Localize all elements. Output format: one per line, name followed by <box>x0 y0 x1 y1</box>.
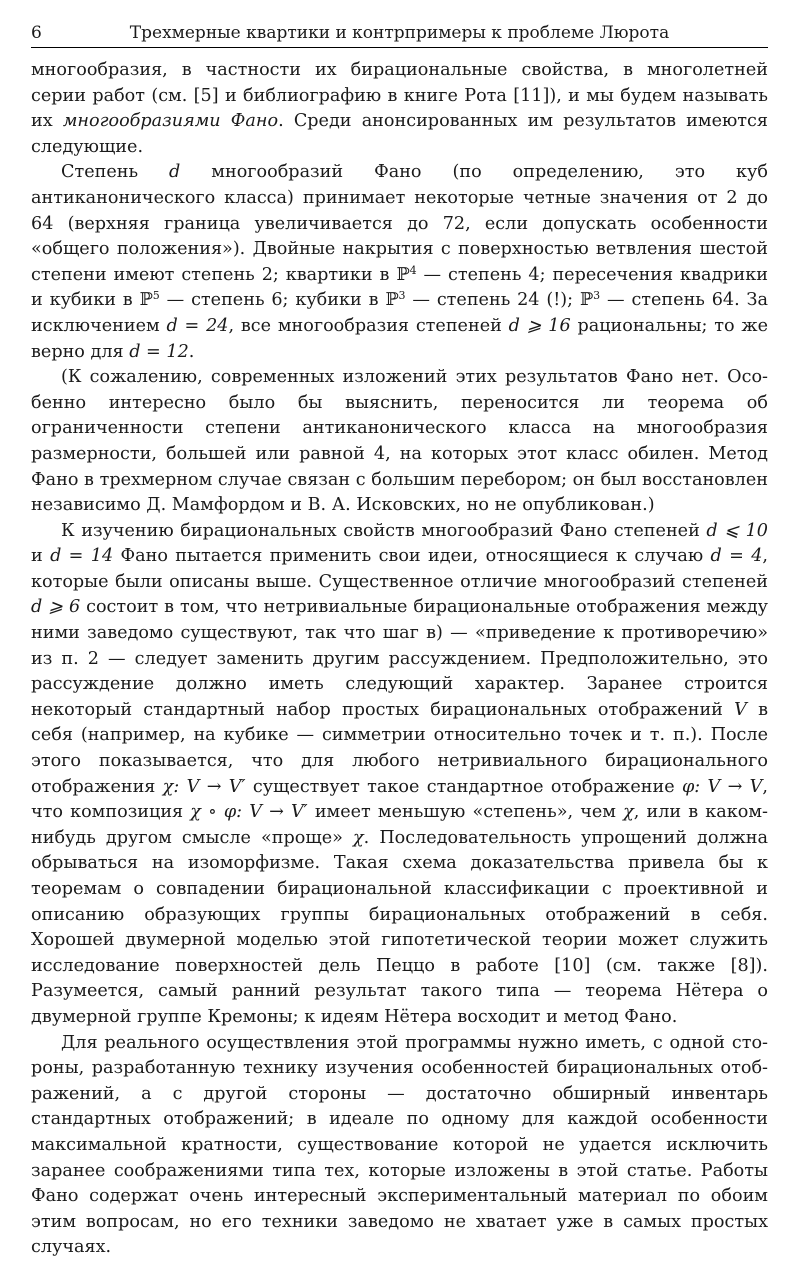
superscript: 3 <box>593 289 601 303</box>
running-header <box>31 22 768 48</box>
math-expression: d ⩾ 6 <box>31 597 81 618</box>
math-expression: d ⩾ 16 <box>508 315 571 336</box>
text-span: К изучению бирациональных свойств многообразий Фано степеней <box>61 520 707 541</box>
text-span: — степень 4; пересечения квадрики и кубики в ℙ <box>31 264 768 311</box>
math-variable: V <box>734 699 747 720</box>
math-expression: χ ∘ φ: V → V′ <box>190 802 308 823</box>
math-expression: d = 12 <box>129 341 189 362</box>
text-span: , или в каком-нибудь другом смысле «проще» <box>31 802 768 848</box>
running-title: Трехмерные квартики и контрпримеры к проблеме Люрота <box>129 23 670 43</box>
text-span: . Среди анонсированных им результатов имеются следующие. <box>31 111 768 157</box>
text-span: , которые были описаны выше. Существенное отличие многообразий степеней <box>31 546 768 592</box>
math-expression: d = 14 <box>50 546 114 567</box>
text-span: имеет меньшую «степень», чем <box>307 802 624 823</box>
text-span: — степень 24 (!); ℙ <box>405 290 594 311</box>
math-expression: φ: V → V <box>681 776 763 797</box>
paragraph-4 <box>31 519 768 1031</box>
superscript: 3 <box>398 289 406 303</box>
paragraph-2 <box>31 160 768 365</box>
text-span: и <box>31 546 51 567</box>
math-variable: χ <box>623 802 634 823</box>
text-span: в себя (например, на кубике — симметрии относительно точек и т. п.). После этого показывается, что для любого нетривиального бирационального отображения <box>31 699 768 797</box>
math-expression: χ: V → V′ <box>162 776 246 797</box>
text-span: многообразий Фано (по определению, это куб антиканонического класса) принимает некоторые четные значения от 2 до 64 (верхняя граница увеличивается до 72, если допускать особенности «общего положения»). Двойные накрытия с поверхностью ветвления шестой степени имеют степень 2; квартики в ℙ <box>31 162 768 285</box>
emphasis-term: многообразиями Фано <box>62 111 279 132</box>
text-span: — степень 6; кубики в ℙ <box>159 290 399 311</box>
text-span: состоит в том, что нетривиальные бирациональные отображения между ними заведомо существуют, так что шаг в) — «приведение к противоречию» из п. 2 — следует заменить другим рассуждением. Предположительно, это рассуждение должно иметь следующий характер. Заранее строится некоторый стандартный набор простых бирациональных отображений <box>31 597 768 720</box>
math-variable: χ <box>352 827 364 848</box>
math-expression: d = 4 <box>710 546 763 567</box>
superscript: 4 <box>409 263 417 277</box>
math-expression: d = 24 <box>166 315 229 336</box>
text-span: существует такое стандартное отображение <box>245 776 682 797</box>
superscript: 5 <box>152 289 160 303</box>
math-expression: d ⩽ 10 <box>706 520 768 541</box>
paragraph-5: Для реального осуществления этой программы нужно иметь, с одной стороны, разработанную технику изучения особенностей бирациональных отображений, а с другой стороны — достаточно обширный инвентарь стандартных отображений; в идеале по одному для каждой особенности максимальной кратности, существование которой не удается исключить заранее соображениями типа тех, которые изложены в этой статье. Работы Фано содержат очень интересный экспериментальный материал по обоим этим вопросам, но его техники заведомо не хватает уже в самых простых случаях. <box>31 1032 768 1258</box>
text-span: , все многообразия степеней <box>228 315 509 336</box>
paragraph-3: (К сожалению, современных изложений этих результатов Фано нет. Особенно интересно было бы выяснить, переносится ли теорема об ограниченности степени антиканонического класса на многообразия размерности, большей или равной 4, на которых этот класс обилен. Метод Фано в трехмерном случае связан с большим перебором; он был восстановлен независимо Д. Мамфордом и В. А. Исковских, но не опубликован.) <box>31 367 768 516</box>
paragraph-1 <box>31 58 768 160</box>
text-span: Фано пытается применить свои идеи, относящиеся к случаю <box>113 546 711 567</box>
text-span: Степень <box>61 162 170 183</box>
math-variable: d <box>169 162 181 183</box>
page-number: 6 <box>31 23 42 43</box>
text-span: многообразия, в частности их бирациональные свойства, в многолетней серии работ (см. [5] и библиографию в книге Рота [11]), и мы будем называть их <box>31 60 768 132</box>
body-text <box>31 58 768 1261</box>
page <box>31 22 768 1261</box>
text-span: — степень 64. За исключением <box>31 290 769 336</box>
text-span: . <box>188 341 195 362</box>
text-span: . Последовательность упрощений должна обрываться на изоморфизме. Такая схема доказательства привела бы к теоремам о совпадении бирациональной классификации с проективной и описанию образующих группы бирациональных отображений в себя. Хорошей двумерной моделью этой гипотетической теории может служить исследование поверхностей дель Пеццо в работе [10] (см. также [8]). Разумеется, самый ранний результат такого типа — теорема Нётера о двумерной группе Кремоны; к идеям Нётера восходит и метод Фано. <box>31 827 768 1027</box>
text-span: , что композиция <box>31 776 768 823</box>
text-span: рациональны; то же верно для <box>31 315 769 362</box>
